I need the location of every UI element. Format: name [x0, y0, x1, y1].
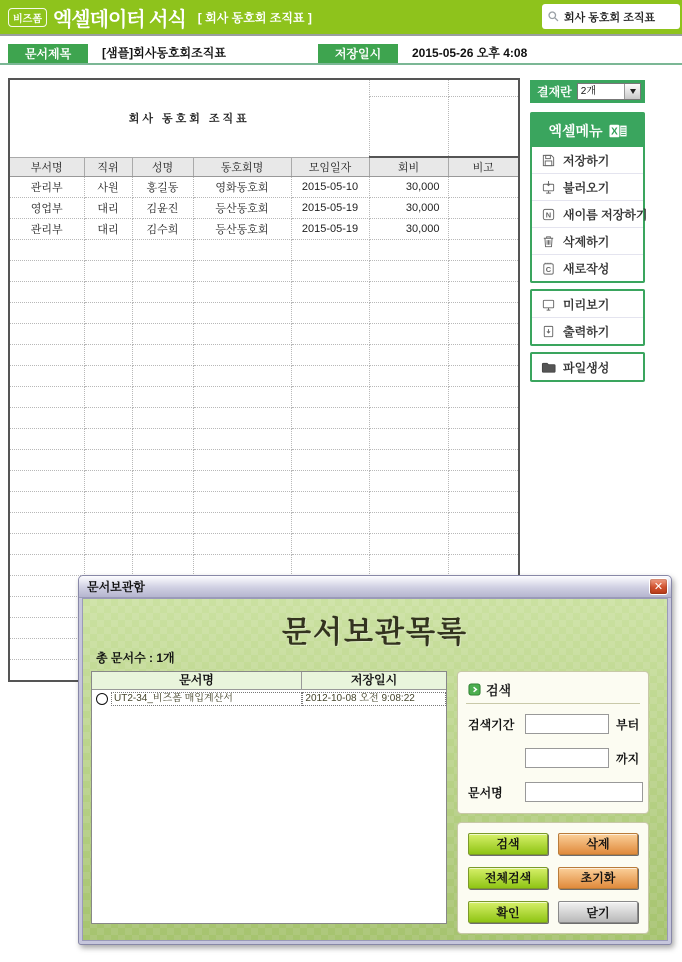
sheet-cell: [9, 555, 84, 576]
sheet-cell: 대리: [84, 198, 132, 219]
sheet-cell: [9, 492, 84, 513]
banner-search-text: 회사 동호회 조직표: [564, 11, 656, 24]
sheet-cell: 대리: [84, 219, 132, 240]
menu-item-load[interactable]: [532, 173, 643, 200]
sheet-cell: 김수희: [132, 219, 193, 240]
sheet-cell: [193, 387, 291, 408]
sheet-cell: [291, 408, 369, 429]
sheet-cell: [132, 366, 193, 387]
sheet-cell: [193, 513, 291, 534]
menu-item-label: 새이름 저장하기: [563, 207, 648, 222]
svg-text:N: N: [545, 209, 552, 219]
sheet-cell: [84, 324, 132, 345]
sheet-cell: [132, 282, 193, 303]
sheet-cell: [132, 450, 193, 471]
approval-cell: [448, 79, 519, 97]
sheet-cell: [193, 408, 291, 429]
menu-item-print[interactable]: [532, 317, 643, 344]
sheet-cell: [193, 450, 291, 471]
banner-search-box[interactable]: [542, 4, 680, 29]
sheet-column-header: 직위: [84, 157, 132, 177]
sheet-cell: [193, 324, 291, 345]
trash-icon: [541, 234, 556, 249]
menu-item-label: 삭제하기: [563, 234, 610, 249]
menu-item-preview[interactable]: [532, 291, 643, 317]
approval-cell: [448, 97, 519, 158]
doc-count: 총 문서수 : 1개: [96, 651, 175, 665]
sheet-cell: [132, 240, 193, 261]
sheet-cell: [448, 534, 519, 555]
sheet-cell: [369, 408, 448, 429]
approval-count-value: 2개: [580, 86, 597, 97]
sheet-cell: [9, 618, 84, 639]
sheet-row: [9, 450, 519, 471]
menu-item-label: 출력하기: [563, 324, 610, 339]
sheet-cell: [291, 471, 369, 492]
sheet-cell: [448, 387, 519, 408]
sheet-cell: [193, 534, 291, 555]
search-from-suffix: 부터: [616, 717, 640, 732]
sheet-row: [9, 345, 519, 366]
sheet-cell: [291, 534, 369, 555]
sheet-cell: [369, 513, 448, 534]
sheet-cell: [369, 303, 448, 324]
menu-item-label: 파일생성: [563, 360, 610, 375]
sheet-cell: [448, 492, 519, 513]
output-menu-items: [532, 291, 643, 344]
sheet-cell: [132, 345, 193, 366]
sheet-cell: [291, 555, 369, 576]
sheet-cell: 등산동호회: [193, 198, 291, 219]
menu-item-label: 저장하기: [563, 153, 610, 168]
sheet-cell: 관리부: [9, 219, 84, 240]
sheet-cell: [84, 345, 132, 366]
sheet-cell: [9, 471, 84, 492]
sheet-cell: [291, 366, 369, 387]
sheet-cell: [369, 534, 448, 555]
search-from-input[interactable]: [525, 714, 609, 734]
sheet-column-header: 비고: [448, 157, 519, 177]
sheet-cell: 김윤진: [132, 198, 193, 219]
menu-item-label: 새로작성: [563, 261, 610, 276]
svg-text:C: C: [545, 264, 552, 274]
sheet-cell: [291, 492, 369, 513]
doc-list-col-name: 문서명: [92, 672, 302, 689]
doc-header: [0, 44, 682, 63]
sheet-cell: 사원: [84, 177, 132, 198]
dialog-button-search[interactable]: 검색: [468, 833, 548, 855]
dialog-body: [82, 598, 668, 941]
sheet-cell: 관리부: [9, 177, 84, 198]
sheet-row: [9, 555, 519, 576]
arrow-bullet-icon: [468, 683, 481, 696]
sheet-cell: [369, 324, 448, 345]
top-banner: [0, 0, 682, 36]
dialog-button-reset[interactable]: 초기화: [558, 867, 638, 889]
search-panel: [457, 671, 649, 814]
sheet-cell: [369, 240, 448, 261]
sheet-cell: [291, 345, 369, 366]
new-doc-icon: [541, 261, 556, 276]
sheet-cell: [84, 366, 132, 387]
sheet-cell: [9, 660, 84, 682]
sheet-row: [9, 282, 519, 303]
sheet-cell: 30,000: [369, 219, 448, 240]
print-icon: [541, 324, 556, 339]
sheet-cell: [84, 513, 132, 534]
sheet-cell: [369, 429, 448, 450]
menu-item-file-create[interactable]: [532, 354, 643, 380]
sheet-cell: [291, 303, 369, 324]
sheet-cell: [132, 471, 193, 492]
sheet-cell: [193, 429, 291, 450]
sheet-cell: [132, 534, 193, 555]
doc-title-value: [샘플]회사동호회조직표: [102, 46, 226, 60]
sheet-row: [9, 303, 519, 324]
search-to-suffix: 까지: [616, 751, 640, 766]
sheet-cell: [448, 219, 519, 240]
doc-name: UT2-34_비즈폼 매입계산서: [111, 692, 302, 706]
sheet-cell: [193, 240, 291, 261]
sheet-cell: [84, 492, 132, 513]
sheet-cell: [193, 492, 291, 513]
output-menu-box: [530, 289, 645, 346]
load-icon: [541, 180, 556, 195]
dialog-button-confirm[interactable]: 확인: [468, 901, 548, 923]
sheet-cell: [291, 513, 369, 534]
sheet-cell: [9, 639, 84, 660]
menu-item-new[interactable]: [532, 254, 643, 281]
sheet-cell: [369, 555, 448, 576]
sheet-cell: [193, 345, 291, 366]
sheet-cell: [132, 408, 193, 429]
sheet-cell: [9, 366, 84, 387]
sheet-cell: [9, 240, 84, 261]
dialog-button-delete[interactable]: 삭제: [558, 833, 638, 855]
dialog-title: 문서보관함: [87, 580, 145, 594]
sheet-cell: [9, 534, 84, 555]
file-menu-items: [532, 354, 643, 380]
sheet-cell: [9, 282, 84, 303]
sheet-cell: [9, 576, 84, 597]
menu-item-label: 불러오기: [563, 180, 610, 195]
sheet-cell: [369, 387, 448, 408]
sheet-cell: [291, 282, 369, 303]
sheet-cell: [448, 471, 519, 492]
search-docname-input[interactable]: [525, 782, 643, 802]
sheet-cell: [369, 345, 448, 366]
sheet-cell: [9, 513, 84, 534]
file-menu-box: [530, 352, 645, 382]
approval-cell: [369, 79, 448, 97]
doc-saved: 2012-10-08 오전 9:08:22: [302, 692, 446, 706]
sheet-cell: [193, 366, 291, 387]
sheet-cell: [132, 429, 193, 450]
sheet-row: [9, 261, 519, 282]
sheet-cell: [9, 345, 84, 366]
sheet-cell: [291, 324, 369, 345]
sheet-cell: [84, 408, 132, 429]
doc-list: [91, 671, 447, 924]
sheet-cell: [369, 450, 448, 471]
search-docname-label: 문서명: [468, 785, 503, 800]
sheet-column-header: 성명: [132, 157, 193, 177]
sheet-cell: 영화동호회: [193, 177, 291, 198]
sheet-cell: [132, 513, 193, 534]
sheet-cell: [9, 408, 84, 429]
excel-icon: [609, 123, 627, 139]
sheet-cell: [369, 471, 448, 492]
sheet-row: [9, 198, 519, 219]
sheet-cell: [84, 282, 132, 303]
saved-date-value: 2015-05-26 오후 4:08: [412, 46, 528, 60]
app-subtitle: [ 회사 동호회 조직표 ]: [197, 10, 312, 25]
sheet-cell: [448, 282, 519, 303]
sheet-row: [9, 366, 519, 387]
sheet-cell: [9, 324, 84, 345]
sheet-row: [9, 429, 519, 450]
sheet-row: [9, 240, 519, 261]
sheet-cell: [369, 366, 448, 387]
sheet-cell: [448, 429, 519, 450]
excel-menu-header: [532, 114, 643, 147]
svg-text:X: X: [610, 126, 618, 138]
search-to-input[interactable]: [525, 748, 609, 768]
approval-cell: [369, 97, 448, 158]
sheet-cell: [9, 429, 84, 450]
radio-icon[interactable]: [96, 693, 108, 705]
doc-list-body: [92, 690, 446, 707]
sheet-cell: [132, 261, 193, 282]
sheet-cell: [193, 303, 291, 324]
approval-count-dropdown[interactable]: [577, 83, 641, 100]
sheet-cell: [291, 387, 369, 408]
sheet-cell: [448, 324, 519, 345]
search-period-label: 검색기간: [468, 717, 515, 732]
sheet-cell: [369, 261, 448, 282]
doc-list-row[interactable]: [92, 690, 446, 707]
sheet-cell: [193, 471, 291, 492]
menu-item-save-as[interactable]: [532, 200, 648, 227]
sheet-cell: [193, 555, 291, 576]
excel-menu-title: 엑셀메뉴: [548, 122, 603, 139]
sheet-cell: [448, 345, 519, 366]
saved-date-label: 저장일시: [318, 44, 398, 63]
sheet-cell: [132, 555, 193, 576]
sheet-cell: [9, 261, 84, 282]
sheet-cell: [84, 261, 132, 282]
sheet-cell: [448, 198, 519, 219]
excel-menu-items: [532, 147, 648, 281]
sheet-header-row: [9, 157, 519, 177]
sheet-cell: [9, 303, 84, 324]
sheet-cell: [291, 240, 369, 261]
sheet-cell: [448, 555, 519, 576]
sheet-cell: 30,000: [369, 198, 448, 219]
dropdown-button[interactable]: [624, 84, 640, 99]
preview-icon: [541, 297, 556, 312]
search-panel-title: 검색: [486, 683, 512, 698]
menu-item-save[interactable]: [532, 147, 643, 173]
sheet-row: [9, 219, 519, 240]
sheet-cell: [84, 471, 132, 492]
sheet-cell: [193, 282, 291, 303]
sheet-row: [9, 534, 519, 555]
sheet-cell: [291, 261, 369, 282]
sheet-row: [9, 177, 519, 198]
menu-item-label: 미리보기: [563, 297, 610, 312]
sheet-cell: [9, 450, 84, 471]
sheet-cell: [448, 450, 519, 471]
sheet-cell: [448, 366, 519, 387]
sheet-cell: 2015-05-19: [291, 198, 369, 219]
sheet-column-header: 동호회명: [193, 157, 291, 177]
sheet-cell: [448, 303, 519, 324]
search-panel-header: [468, 680, 511, 699]
search-panel-rule: [466, 703, 640, 704]
sheet-cell: [84, 303, 132, 324]
doc-title-label: 문서제목: [8, 44, 88, 63]
sheet-cell: 영업부: [9, 198, 84, 219]
sheet-column-header: 모임일자: [291, 157, 369, 177]
sheet-cell: [132, 324, 193, 345]
sheet-cell: [448, 513, 519, 534]
sidebar: [530, 80, 648, 382]
dialog-button-close[interactable]: 닫기: [558, 901, 638, 923]
sheet-cell: [84, 534, 132, 555]
sheet-cell: 홍길동: [132, 177, 193, 198]
sheet-row: [9, 408, 519, 429]
sheet-cell: [132, 387, 193, 408]
app-title: 엑셀데이터 서식: [52, 8, 186, 31]
sheet-row: [9, 324, 519, 345]
search-icon: [547, 10, 560, 23]
sheet-cell: [84, 387, 132, 408]
sheet-cell: [132, 303, 193, 324]
menu-item-delete[interactable]: [532, 227, 643, 254]
dialog-heading: 문서보관목록: [282, 616, 468, 649]
sheet-row: [9, 387, 519, 408]
sheet-cell: [448, 240, 519, 261]
sheet-title: 회사 동호회 조직표: [9, 79, 369, 157]
excel-menu-box: [530, 112, 648, 283]
sheet-cell: 2015-05-19: [291, 219, 369, 240]
sheet-cell: [369, 282, 448, 303]
sheet-cell: 30,000: [369, 177, 448, 198]
doc-list-header: [92, 672, 446, 690]
sheet-cell: [132, 492, 193, 513]
dialog-titlebar[interactable]: [79, 576, 671, 598]
sheet-cell: [448, 261, 519, 282]
sheet-row: [9, 492, 519, 513]
sheet-cell: [448, 177, 519, 198]
sheet-cell: [369, 492, 448, 513]
doc-archive-dialog: [78, 575, 672, 945]
sheet-cell: [9, 387, 84, 408]
bizforms-logo: 비즈폼: [8, 8, 47, 27]
dialog-buttons: [457, 822, 649, 934]
chevron-down-icon: [630, 89, 636, 94]
sheet-cell: [291, 429, 369, 450]
save-icon: [541, 153, 556, 168]
sheet-cell: 2015-05-10: [291, 177, 369, 198]
sheet-cell: [193, 261, 291, 282]
sheet-cell: 등산동호회: [193, 219, 291, 240]
sheet-cell: [9, 597, 84, 618]
sheet-cell: [291, 450, 369, 471]
approval-count-bar: [530, 80, 645, 103]
sheet-row: [9, 513, 519, 534]
sheet-column-header: 부서명: [9, 157, 84, 177]
sheet-cell: [84, 240, 132, 261]
sheet-cell: [84, 450, 132, 471]
folder-icon: [541, 360, 556, 375]
close-icon[interactable]: ✕: [649, 578, 668, 595]
approval-label: 결재란: [537, 85, 572, 99]
sheet-cell: [84, 429, 132, 450]
dialog-button-search-all[interactable]: 전체검색: [468, 867, 548, 889]
sheet-column-header: 회비: [369, 157, 448, 177]
save-as-icon: [541, 207, 556, 222]
sheet-row: [9, 471, 519, 492]
doc-header-underline: [0, 63, 682, 65]
sheet-cell: [448, 408, 519, 429]
doc-list-col-date: 저장일시: [350, 673, 398, 687]
sheet-cell: [84, 555, 132, 576]
